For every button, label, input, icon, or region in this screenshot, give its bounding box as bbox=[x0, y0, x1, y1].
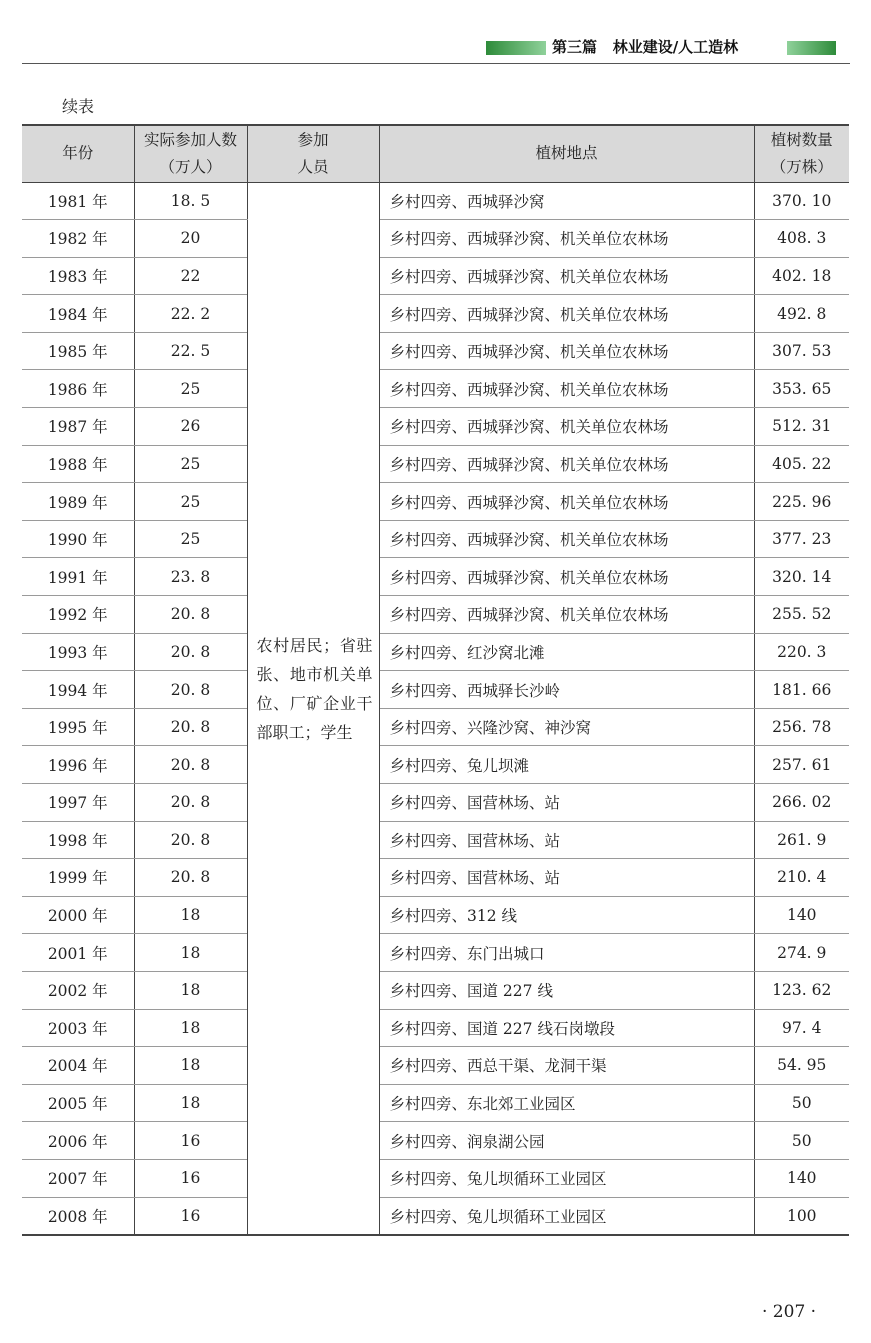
participants-cell: 26 bbox=[134, 408, 247, 446]
location-cell: 乡村四旁、西总干渠、龙洞干渠 bbox=[379, 1047, 754, 1085]
location-cell: 乡村四旁、东北郊工业园区 bbox=[379, 1084, 754, 1122]
count-cell: 50 bbox=[754, 1084, 849, 1122]
header-people bbox=[247, 125, 379, 182]
table-row bbox=[22, 896, 849, 934]
year-cell: 1987 年 bbox=[22, 408, 134, 446]
table-row bbox=[22, 483, 849, 521]
year-cell: 1997 年 bbox=[22, 784, 134, 822]
participants-cell: 20. 8 bbox=[134, 671, 247, 709]
year-cell: 2007 年 bbox=[22, 1159, 134, 1197]
count-cell: 402. 18 bbox=[754, 257, 849, 295]
location-cell: 乡村四旁、西城驿沙窝、机关单位农林场 bbox=[379, 257, 754, 295]
header-section: 第三篇 bbox=[552, 38, 598, 56]
table-row bbox=[22, 784, 849, 822]
table-row bbox=[22, 295, 849, 333]
count-cell: 320. 14 bbox=[754, 558, 849, 596]
count-cell: 377. 23 bbox=[754, 520, 849, 558]
header-participants-line2: （万人） bbox=[159, 157, 222, 176]
year-cell: 1989 年 bbox=[22, 483, 134, 521]
year-cell: 2000 年 bbox=[22, 896, 134, 934]
header-count-line2: （万株） bbox=[770, 157, 833, 176]
participants-cell: 20. 8 bbox=[134, 859, 247, 897]
location-cell: 乡村四旁、红沙窝北滩 bbox=[379, 633, 754, 671]
location-cell: 乡村四旁、西城驿沙窝、机关单位农林场 bbox=[379, 445, 754, 483]
header-accent-bar-left bbox=[486, 41, 546, 55]
location-cell: 乡村四旁、西城驿沙窝、机关单位农林场 bbox=[379, 408, 754, 446]
location-cell: 乡村四旁、西城驿沙窝 bbox=[379, 182, 754, 220]
count-cell: 54. 95 bbox=[754, 1047, 849, 1085]
participants-cell: 18 bbox=[134, 1047, 247, 1085]
location-cell: 乡村四旁、西城驿长沙岭 bbox=[379, 671, 754, 709]
location-cell: 乡村四旁、西城驿沙窝、机关单位农林场 bbox=[379, 558, 754, 596]
participants-cell: 18 bbox=[134, 934, 247, 972]
year-cell: 1986 年 bbox=[22, 370, 134, 408]
location-cell: 乡村四旁、润泉湖公园 bbox=[379, 1122, 754, 1160]
count-cell: 123. 62 bbox=[754, 971, 849, 1009]
year-cell: 1999 年 bbox=[22, 859, 134, 897]
location-cell: 乡村四旁、兴隆沙窝、神沙窝 bbox=[379, 708, 754, 746]
location-cell: 乡村四旁、国营林场、站 bbox=[379, 784, 754, 822]
year-cell: 2003 年 bbox=[22, 1009, 134, 1047]
table-row bbox=[22, 332, 849, 370]
location-cell: 乡村四旁、西城驿沙窝、机关单位农林场 bbox=[379, 332, 754, 370]
planting-table bbox=[22, 124, 849, 1236]
table-row bbox=[22, 520, 849, 558]
table-row bbox=[22, 633, 849, 671]
count-cell: 255. 52 bbox=[754, 596, 849, 634]
year-cell: 2006 年 bbox=[22, 1122, 134, 1160]
year-cell: 1998 年 bbox=[22, 821, 134, 859]
year-cell: 1996 年 bbox=[22, 746, 134, 784]
table-row bbox=[22, 708, 849, 746]
header-participants bbox=[134, 125, 247, 182]
participants-cell: 20. 8 bbox=[134, 633, 247, 671]
year-cell: 1992 年 bbox=[22, 596, 134, 634]
count-cell: 225. 96 bbox=[754, 483, 849, 521]
participants-cell: 20. 8 bbox=[134, 784, 247, 822]
participants-cell: 18 bbox=[134, 896, 247, 934]
header-people-line2: 人员 bbox=[297, 157, 329, 176]
table-row bbox=[22, 596, 849, 634]
table-row bbox=[22, 1122, 849, 1160]
table-row bbox=[22, 671, 849, 709]
participants-cell: 20. 8 bbox=[134, 596, 247, 634]
table-row bbox=[22, 934, 849, 972]
location-cell: 乡村四旁、兔儿坝循环工业园区 bbox=[379, 1159, 754, 1197]
header-title bbox=[552, 36, 784, 58]
count-cell: 266. 02 bbox=[754, 784, 849, 822]
count-cell: 405. 22 bbox=[754, 445, 849, 483]
participants-cell: 22 bbox=[134, 257, 247, 295]
table-row bbox=[22, 746, 849, 784]
header-participants-line1: 实际参加人数 bbox=[143, 130, 237, 149]
participants-cell: 20. 8 bbox=[134, 821, 247, 859]
count-cell: 181. 66 bbox=[754, 671, 849, 709]
header-people-line1: 参加 bbox=[297, 130, 329, 149]
year-cell: 1985 年 bbox=[22, 332, 134, 370]
location-cell: 乡村四旁、西城驿沙窝、机关单位农林场 bbox=[379, 596, 754, 634]
year-cell: 2001 年 bbox=[22, 934, 134, 972]
count-cell: 140 bbox=[754, 896, 849, 934]
count-cell: 256. 78 bbox=[754, 708, 849, 746]
people-cell: 农村居民；省驻张、地市机关单位、厂矿企业干部职工；学生 bbox=[247, 182, 379, 1235]
year-cell: 1983 年 bbox=[22, 257, 134, 295]
table-body bbox=[22, 182, 849, 1235]
location-cell: 乡村四旁、西城驿沙窝、机关单位农林场 bbox=[379, 520, 754, 558]
participants-cell: 18. 5 bbox=[134, 182, 247, 220]
participants-cell: 20 bbox=[134, 220, 247, 258]
count-cell: 50 bbox=[754, 1122, 849, 1160]
count-cell: 307. 53 bbox=[754, 332, 849, 370]
year-cell: 2008 年 bbox=[22, 1197, 134, 1235]
table-row bbox=[22, 1047, 849, 1085]
year-cell: 2002 年 bbox=[22, 971, 134, 1009]
table-row bbox=[22, 971, 849, 1009]
table-row bbox=[22, 182, 849, 220]
table-row bbox=[22, 558, 849, 596]
participants-cell: 18 bbox=[134, 1084, 247, 1122]
count-cell: 100 bbox=[754, 1197, 849, 1235]
count-cell: 257. 61 bbox=[754, 746, 849, 784]
count-cell: 97. 4 bbox=[754, 1009, 849, 1047]
count-cell: 492. 8 bbox=[754, 295, 849, 333]
table-row bbox=[22, 1084, 849, 1122]
table-row bbox=[22, 257, 849, 295]
table-row bbox=[22, 1197, 849, 1235]
header-rule bbox=[22, 63, 850, 64]
table-row bbox=[22, 370, 849, 408]
year-cell: 1981 年 bbox=[22, 182, 134, 220]
participants-cell: 18 bbox=[134, 1009, 247, 1047]
location-cell: 乡村四旁、兔儿坝循环工业园区 bbox=[379, 1197, 754, 1235]
count-cell: 274. 9 bbox=[754, 934, 849, 972]
location-cell: 乡村四旁、西城驿沙窝、机关单位农林场 bbox=[379, 370, 754, 408]
location-cell: 乡村四旁、东门出城口 bbox=[379, 934, 754, 972]
year-cell: 1995 年 bbox=[22, 708, 134, 746]
count-cell: 353. 65 bbox=[754, 370, 849, 408]
count-cell: 512. 31 bbox=[754, 408, 849, 446]
participants-cell: 22. 5 bbox=[134, 332, 247, 370]
table-row bbox=[22, 408, 849, 446]
table-row bbox=[22, 1159, 849, 1197]
header-accent-bar-right bbox=[787, 41, 836, 55]
location-cell: 乡村四旁、西城驿沙窝、机关单位农林场 bbox=[379, 295, 754, 333]
location-cell: 乡村四旁、国道 227 线石岗墩段 bbox=[379, 1009, 754, 1047]
location-cell: 乡村四旁、国道 227 线 bbox=[379, 971, 754, 1009]
location-cell: 乡村四旁、国营林场、站 bbox=[379, 859, 754, 897]
count-cell: 210. 4 bbox=[754, 859, 849, 897]
table-row bbox=[22, 821, 849, 859]
header-count bbox=[754, 125, 849, 182]
header-chapter-title: 林业建设/人工造林 bbox=[612, 38, 739, 56]
table-row bbox=[22, 1009, 849, 1047]
count-cell: 408. 3 bbox=[754, 220, 849, 258]
count-cell: 370. 10 bbox=[754, 182, 849, 220]
count-cell: 261. 9 bbox=[754, 821, 849, 859]
year-cell: 1982 年 bbox=[22, 220, 134, 258]
count-cell: 140 bbox=[754, 1159, 849, 1197]
year-cell: 1990 年 bbox=[22, 520, 134, 558]
table-header-row bbox=[22, 125, 849, 182]
location-cell: 乡村四旁、国营林场、站 bbox=[379, 821, 754, 859]
participants-cell: 25 bbox=[134, 483, 247, 521]
table-row bbox=[22, 220, 849, 258]
location-cell: 乡村四旁、西城驿沙窝、机关单位农林场 bbox=[379, 483, 754, 521]
participants-cell: 25 bbox=[134, 370, 247, 408]
participants-cell: 20. 8 bbox=[134, 746, 247, 784]
running-header bbox=[486, 36, 850, 58]
year-cell: 1993 年 bbox=[22, 633, 134, 671]
participants-cell: 25 bbox=[134, 520, 247, 558]
header-count-line1: 植树数量 bbox=[770, 130, 833, 149]
participants-cell: 18 bbox=[134, 971, 247, 1009]
location-cell: 乡村四旁、兔儿坝滩 bbox=[379, 746, 754, 784]
table-row bbox=[22, 859, 849, 897]
year-cell: 1988 年 bbox=[22, 445, 134, 483]
header-year: 年份 bbox=[22, 125, 134, 182]
header-location: 植树地点 bbox=[379, 125, 754, 182]
year-cell: 1994 年 bbox=[22, 671, 134, 709]
table-caption: 续表 bbox=[62, 97, 95, 116]
year-cell: 1984 年 bbox=[22, 295, 134, 333]
year-cell: 2005 年 bbox=[22, 1084, 134, 1122]
year-cell: 2004 年 bbox=[22, 1047, 134, 1085]
location-cell: 乡村四旁、西城驿沙窝、机关单位农林场 bbox=[379, 220, 754, 258]
page-number: · 207 · bbox=[762, 1302, 817, 1322]
location-cell: 乡村四旁、312 线 bbox=[379, 896, 754, 934]
participants-cell: 16 bbox=[134, 1197, 247, 1235]
participants-cell: 20. 8 bbox=[134, 708, 247, 746]
participants-cell: 22. 2 bbox=[134, 295, 247, 333]
participants-cell: 16 bbox=[134, 1122, 247, 1160]
count-cell: 220. 3 bbox=[754, 633, 849, 671]
table-row bbox=[22, 445, 849, 483]
year-cell: 1991 年 bbox=[22, 558, 134, 596]
participants-cell: 23. 8 bbox=[134, 558, 247, 596]
participants-cell: 16 bbox=[134, 1159, 247, 1197]
participants-cell: 25 bbox=[134, 445, 247, 483]
